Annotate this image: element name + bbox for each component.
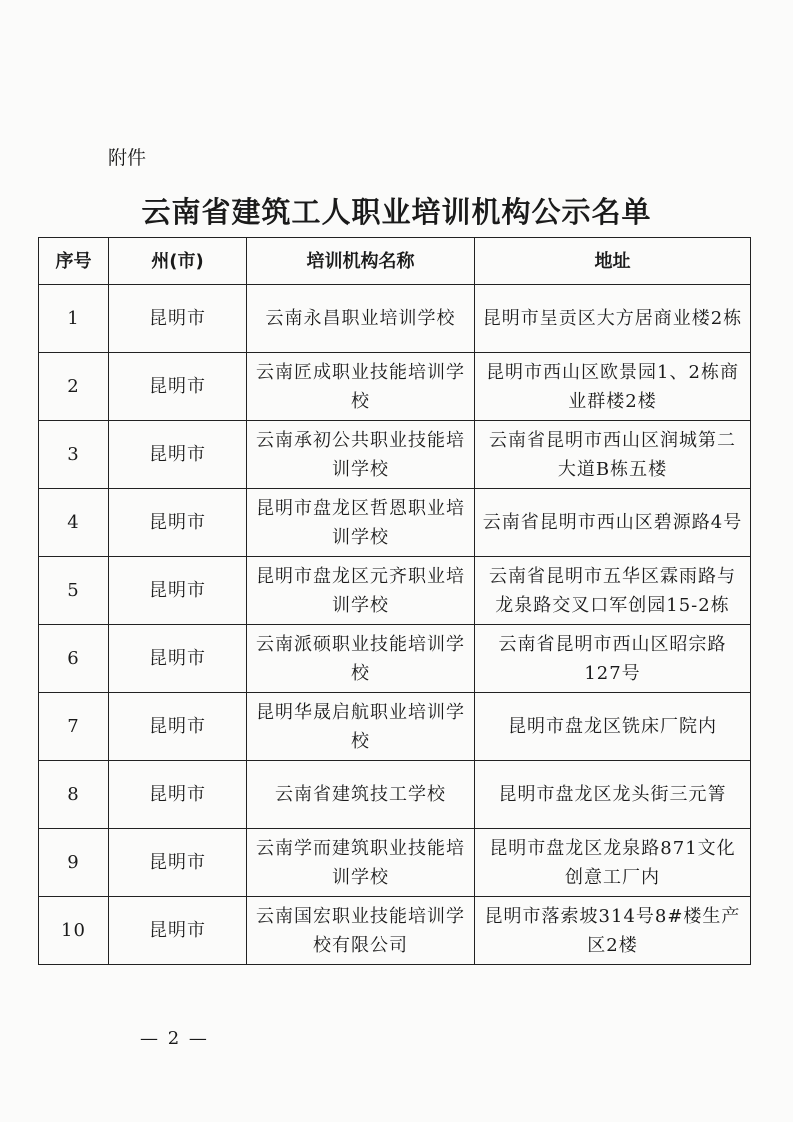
row-address: 昆明市盘龙区龙泉路871文化创意工厂内 [475, 829, 751, 897]
column-header-number: 序号 [39, 238, 109, 285]
row-number: 2 [39, 353, 109, 421]
row-address: 昆明市西山区欧景园1、2栋商业群楼2楼 [475, 353, 751, 421]
row-city: 昆明市 [109, 285, 247, 353]
row-institution-name: 昆明市盘龙区元齐职业培训学校 [247, 557, 475, 625]
row-address: 云南省昆明市五华区霖雨路与龙泉路交叉口军创园15-2栋 [475, 557, 751, 625]
row-number: 9 [39, 829, 109, 897]
row-institution-name: 云南学而建筑职业技能培训学校 [247, 829, 475, 897]
row-number: 4 [39, 489, 109, 557]
table-row [39, 761, 751, 829]
table-row [39, 489, 751, 557]
row-number: 10 [39, 897, 109, 965]
row-number: 1 [39, 285, 109, 353]
row-number: 6 [39, 625, 109, 693]
row-city: 昆明市 [109, 489, 247, 557]
row-institution-name: 云南承初公共职业技能培训学校 [247, 421, 475, 489]
row-address: 昆明市呈贡区大方居商业楼2栋 [475, 285, 751, 353]
row-institution-name: 云南派硕职业技能培训学校 [247, 625, 475, 693]
attachment-label: 附件 [108, 147, 147, 169]
table-row [39, 625, 751, 693]
row-number: 5 [39, 557, 109, 625]
row-city: 昆明市 [109, 625, 247, 693]
column-header-city: 州(市) [109, 238, 247, 285]
table-row [39, 421, 751, 489]
row-institution-name: 云南匠成职业技能培训学校 [247, 353, 475, 421]
row-number: 7 [39, 693, 109, 761]
row-address: 云南省昆明市西山区昭宗路127号 [475, 625, 751, 693]
row-city: 昆明市 [109, 421, 247, 489]
row-address: 昆明市盘龙区铣床厂院内 [475, 693, 751, 761]
row-city: 昆明市 [109, 693, 247, 761]
table-row [39, 557, 751, 625]
table-row [39, 693, 751, 761]
column-header-address: 地址 [475, 238, 751, 285]
row-institution-name: 云南国宏职业技能培训学校有限公司 [247, 897, 475, 965]
row-city: 昆明市 [109, 829, 247, 897]
row-number: 3 [39, 421, 109, 489]
column-header-institution: 培训机构名称 [247, 238, 475, 285]
row-city: 昆明市 [109, 897, 247, 965]
row-city: 昆明市 [109, 761, 247, 829]
table-row [39, 353, 751, 421]
table-header-row [39, 238, 751, 285]
row-address: 昆明市盘龙区龙头街三元箐 [475, 761, 751, 829]
row-city: 昆明市 [109, 353, 247, 421]
row-institution-name: 云南省建筑技工学校 [247, 761, 475, 829]
row-address: 云南省昆明市西山区碧源路4号 [475, 489, 751, 557]
table-row [39, 285, 751, 353]
table-row [39, 897, 751, 965]
row-address: 昆明市落索坡314号8#楼生产区2楼 [475, 897, 751, 965]
page-number: — 2 — [140, 1028, 209, 1049]
row-number: 8 [39, 761, 109, 829]
institution-table [38, 237, 751, 965]
document-title: 云南省建筑工人职业培训机构公示名单 [141, 195, 652, 229]
row-institution-name: 昆明华晟启航职业培训学校 [247, 693, 475, 761]
row-city: 昆明市 [109, 557, 247, 625]
row-institution-name: 昆明市盘龙区哲恩职业培训学校 [247, 489, 475, 557]
row-institution-name: 云南永昌职业培训学校 [247, 285, 475, 353]
table-row [39, 829, 751, 897]
row-address: 云南省昆明市西山区润城第二大道B栋五楼 [475, 421, 751, 489]
